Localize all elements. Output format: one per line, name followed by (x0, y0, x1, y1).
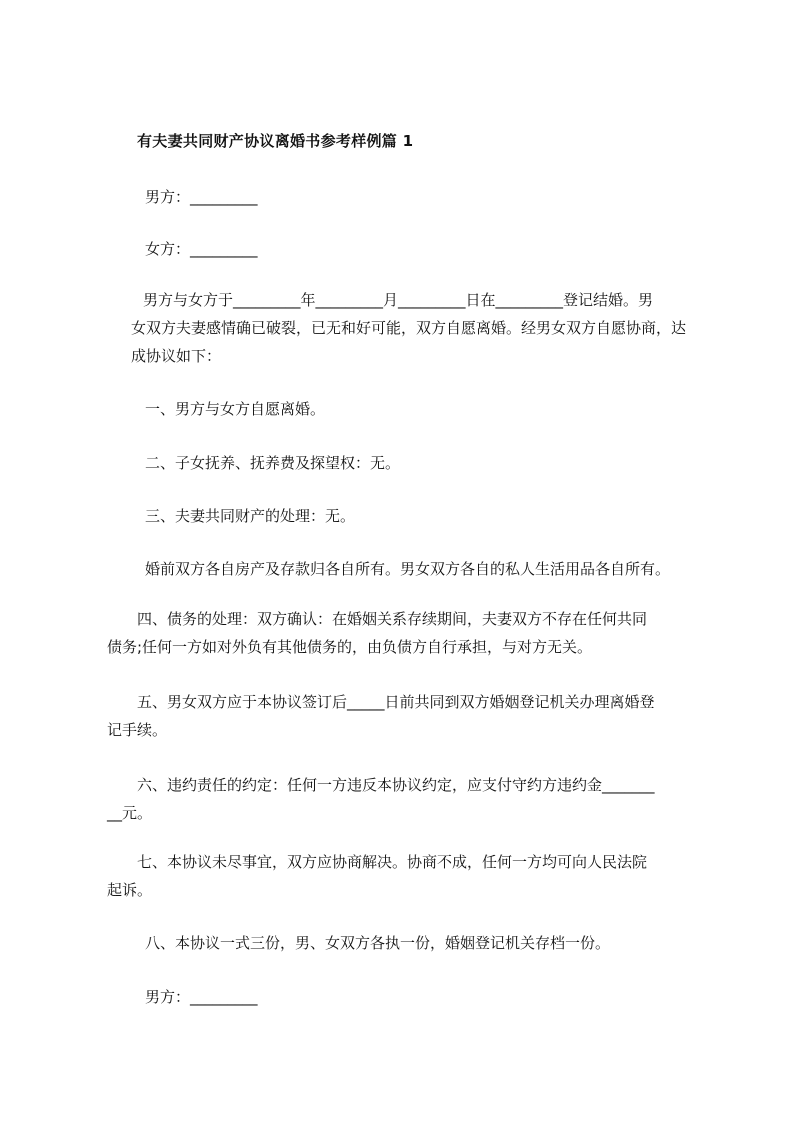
clause-7-line: 起诉。 (107, 881, 153, 899)
clause-7 (107, 848, 707, 904)
clause-2: 二、子女抚养、抚养费及探望权：无。 (145, 454, 401, 472)
intro-line: 男方与女方于_________年_________月_________日在_________登记结婚。男 (143, 291, 654, 309)
clause-3-detail: 婚前双方各自房产及存款归各自所有。男女双方各自的私人生活用品各自所有。 (145, 560, 671, 578)
clause-1: 一、男方与女方自愿离婚。 (145, 400, 326, 418)
clause-5-line: 记手续。 (107, 721, 168, 739)
clause-5 (107, 688, 707, 744)
clause-6-line: __元。 (107, 804, 153, 822)
intro-line: 成协议如下： (131, 347, 222, 365)
clause-6-line: 六、违约责任的约定：任何一方违反本协议约定，应支付守约方违约金_______ (137, 776, 655, 794)
intro-paragraph (131, 286, 713, 370)
husband-signature-line: 男方：_________ (145, 188, 258, 206)
wife-signature-line: 女方：_________ (145, 240, 258, 258)
husband-signature-line-bottom: 男方：_________ (145, 988, 258, 1006)
clause-6 (107, 771, 707, 827)
clause-7-line: 七、本协议未尽事宜，双方应协商解决。协商不成，任何一方均可向人民法院 (137, 853, 648, 871)
document-title: 有夫妻共同财产协议离婚书参考样例篇 1 (137, 132, 414, 150)
clause-4-line: 四、债务的处理：双方确认：在婚姻关系存续期间，夫妻双方不存在任何共同 (137, 610, 648, 628)
clause-4 (107, 605, 707, 661)
clause-8: 八、本协议一式三份，男、女双方各执一份，婚姻登记机关存档一份。 (145, 934, 611, 952)
clause-4-line: 债务;任何一方如对外负有其他债务的，由负债方自行承担，与对方无关。 (107, 638, 593, 656)
clause-3: 三、夫妻共同财产的处理：无。 (145, 507, 356, 525)
intro-line: 女双方夫妻感情确已破裂，已无和好可能，双方自愿离婚。经男女双方自愿协商，达 (131, 319, 687, 337)
clause-5-line: 五、男女双方应于本协议签订后_____日前共同到双方婚姻登记机关办理离婚登 (137, 693, 655, 711)
